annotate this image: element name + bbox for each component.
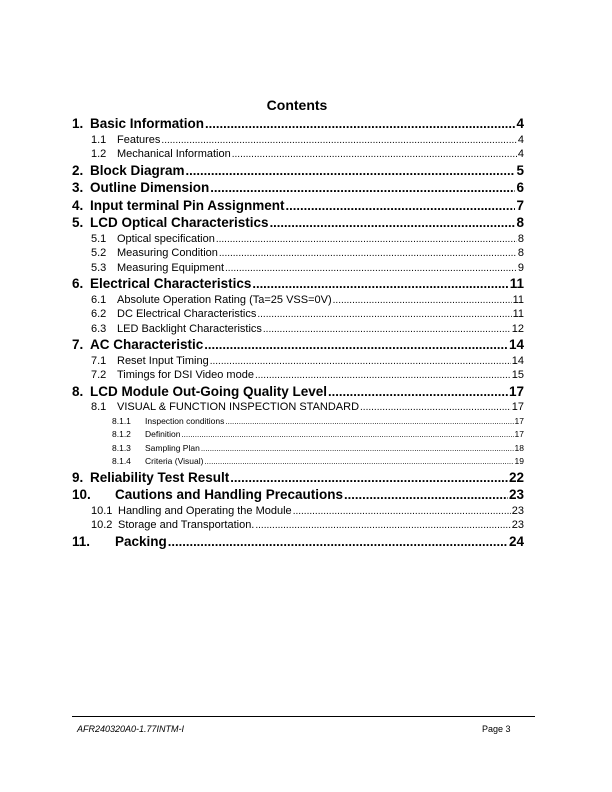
- toc-entry-number: 1.2: [91, 148, 107, 160]
- dot-leader: [186, 163, 516, 178]
- toc-entry-number: 5.: [72, 215, 84, 230]
- toc-entry-page: 18: [514, 442, 524, 453]
- toc-entry-number: 8.1.4: [112, 456, 131, 466]
- toc-entry-number: 8.: [72, 383, 84, 399]
- toc-entry-page: 4: [517, 133, 524, 146]
- toc-entry-label: Input terminal Pin Assignment: [90, 197, 285, 213]
- toc-entry[interactable]: [72, 505, 524, 520]
- toc-entry-page: 6: [516, 180, 524, 195]
- toc-entry-label: Definition: [145, 429, 181, 439]
- toc-entry[interactable]: [72, 294, 524, 309]
- dot-leader: [257, 308, 511, 320]
- toc-entry[interactable]: [72, 337, 524, 355]
- toc-entry-label: AC Characteristic: [90, 337, 204, 352]
- dot-leader: [255, 369, 511, 381]
- toc-entry-number: 8.1.3: [112, 442, 131, 453]
- toc-entry-number: 1.: [72, 116, 84, 131]
- toc-entry[interactable]: [72, 323, 524, 338]
- toc-entry-page: 17: [511, 401, 524, 413]
- dot-leader: [205, 116, 515, 131]
- dot-leader: [255, 519, 510, 531]
- dot-leader: [161, 134, 516, 146]
- dot-leader: [201, 443, 514, 453]
- toc-entry-page: 11: [512, 308, 524, 320]
- toc-entry-number: 7.1: [91, 354, 107, 367]
- toc-entry-page: 17: [514, 429, 524, 439]
- toc-entry-page: 7: [516, 197, 524, 213]
- dot-leader: [230, 470, 508, 485]
- toc-entry-page: 8: [517, 232, 524, 245]
- toc-entry-label: Timings for DSI Video mode: [117, 369, 254, 381]
- dot-leader: [225, 416, 513, 426]
- toc-entry-label: LCD Module Out-Going Quality Level: [90, 383, 328, 399]
- toc-entry[interactable]: [72, 233, 524, 248]
- toc-entry-label: Reliability Test Result: [90, 469, 230, 485]
- toc-entry[interactable]: [72, 384, 524, 402]
- toc-entry-label: Features: [117, 133, 161, 146]
- toc-entry-label: Optical specification: [117, 232, 215, 245]
- toc-entry-label: Outline Dimension: [90, 180, 210, 195]
- toc-entry-label: Mechanical Information: [117, 148, 231, 160]
- toc-entry-number: 2.: [72, 162, 84, 178]
- toc-entry-label: Inspection conditions: [145, 415, 225, 426]
- toc-entry-page: 11: [509, 276, 524, 291]
- toc-entry[interactable]: [72, 198, 524, 216]
- dot-leader: [216, 233, 517, 245]
- toc-entry-number: 7.2: [91, 369, 107, 381]
- dot-leader: [232, 148, 517, 160]
- toc-entry-page: 11: [512, 293, 524, 306]
- toc-entry-label: VISUAL & FUNCTION INSPECTION STANDARD: [117, 401, 360, 413]
- toc-entry-page: 23: [511, 504, 524, 517]
- toc-entry[interactable]: [72, 247, 524, 262]
- toc-entry-page: 14: [508, 337, 524, 352]
- toc-entry[interactable]: [72, 429, 524, 443]
- toc-entry-page: 8: [516, 215, 524, 230]
- toc-entry-label: Reset Input Timing: [117, 354, 209, 367]
- toc-entry-label: Handling and Operating the Module: [118, 504, 292, 517]
- toc-entry-page: 22: [508, 469, 524, 485]
- dot-leader: [204, 337, 508, 352]
- dot-leader: [293, 505, 511, 517]
- dot-leader: [252, 276, 508, 291]
- dot-leader: [210, 355, 511, 367]
- toc-entry-page: 4: [516, 116, 524, 131]
- toc-entry-label: Basic Information: [90, 116, 205, 131]
- toc-entry-page: 9: [517, 261, 524, 274]
- toc-entry-page: 24: [508, 533, 524, 549]
- footer-page-number: Page 3: [482, 724, 511, 734]
- toc-entry[interactable]: [72, 470, 524, 488]
- toc-entry-label: Measuring Equipment: [117, 261, 225, 274]
- toc-entry-label: Absolute Operation Rating (Ta=25 VSS=0V): [117, 293, 332, 306]
- toc-entry-number: 5.3: [91, 261, 107, 274]
- toc-entry-page: 8: [517, 247, 524, 259]
- dot-leader: [168, 534, 508, 549]
- footer-document-id: AFR240320A0-1.77INTM-I: [77, 724, 185, 734]
- dot-leader: [225, 262, 517, 274]
- toc-entry[interactable]: [72, 276, 524, 294]
- toc-entry-page: 12: [511, 322, 524, 335]
- toc-entry-number: 4.: [72, 197, 84, 213]
- toc-entry[interactable]: [72, 401, 524, 416]
- toc-entry-number: 8.1: [91, 401, 107, 413]
- toc-entry-label: Sampling Plan: [145, 442, 200, 453]
- toc-entry-number: 10.: [72, 487, 91, 502]
- table-of-contents: [72, 116, 524, 551]
- toc-entry-page: 23: [511, 519, 524, 531]
- toc-entry-number: 8.1.2: [112, 429, 131, 439]
- toc-entry[interactable]: [72, 148, 524, 163]
- toc-entry-number: 6.1: [91, 293, 107, 306]
- dot-leader: [219, 247, 517, 259]
- dot-leader: [333, 294, 512, 306]
- toc-entry-number: 7.: [72, 337, 84, 352]
- toc-entry[interactable]: [72, 116, 524, 134]
- toc-entry-label: LCD Optical Characteristics: [90, 215, 269, 230]
- toc-entry-label: Electrical Characteristics: [90, 276, 252, 291]
- toc-entry[interactable]: [72, 369, 524, 384]
- toc-entry-label: Storage and Transportation.: [118, 519, 255, 531]
- toc-entry-page: 4: [517, 148, 524, 160]
- toc-entry-number: 10.1: [91, 504, 113, 517]
- toc-entry[interactable]: [72, 308, 524, 323]
- dot-leader: [263, 323, 511, 335]
- toc-entry-page: 19: [514, 456, 524, 466]
- toc-entry-number: 8.1.1: [112, 415, 131, 426]
- toc-entry[interactable]: [72, 443, 524, 457]
- toc-entry[interactable]: [72, 134, 524, 149]
- toc-entry[interactable]: [72, 163, 524, 181]
- toc-entry-number: 9.: [72, 469, 84, 485]
- toc-entry-page: 23: [508, 487, 524, 502]
- toc-entry[interactable]: [72, 215, 524, 233]
- toc-title: Contents: [266, 97, 328, 113]
- toc-entry-page: 17: [508, 383, 524, 399]
- toc-entry-number: 1.1: [91, 133, 107, 146]
- toc-entry-label: Measuring Condition: [117, 247, 218, 259]
- toc-entry-number: 3.: [72, 180, 84, 195]
- toc-entry-label: Criteria (Visual): [145, 456, 204, 466]
- toc-entry[interactable]: [72, 262, 524, 277]
- toc-entry-page: 5: [516, 162, 524, 178]
- dot-leader: [270, 215, 516, 230]
- toc-entry-label: Cautions and Handling Precautions: [115, 487, 344, 502]
- toc-entry-page: 14: [511, 354, 524, 367]
- toc-entry[interactable]: [72, 456, 524, 470]
- toc-entry-page: 17: [514, 415, 524, 426]
- footer-divider: [72, 716, 535, 717]
- toc-entry-label: Packing: [115, 533, 167, 549]
- toc-entry-number: 6.: [72, 276, 84, 291]
- dot-leader: [286, 198, 516, 213]
- toc-entry[interactable]: [72, 519, 524, 534]
- toc-entry-number: 6.2: [91, 308, 107, 320]
- dot-leader: [328, 384, 508, 399]
- dot-leader: [344, 487, 508, 502]
- toc-entry-label: LED Backlight Characteristics: [117, 322, 262, 335]
- toc-entry[interactable]: [72, 416, 524, 430]
- toc-entry-number: 6.3: [91, 322, 107, 335]
- dot-leader: [210, 180, 515, 195]
- toc-entry[interactable]: [72, 355, 524, 370]
- toc-entry-number: 5.2: [91, 247, 107, 259]
- toc-entry-page: 15: [511, 369, 524, 381]
- toc-entry[interactable]: [72, 534, 524, 552]
- toc-entry[interactable]: [72, 487, 524, 505]
- toc-entry-label: Block Diagram: [90, 162, 185, 178]
- dot-leader: [181, 429, 513, 439]
- dot-leader: [360, 401, 511, 413]
- toc-entry-number: 5.1: [91, 232, 107, 245]
- toc-entry[interactable]: [72, 180, 524, 198]
- dot-leader: [204, 456, 513, 466]
- toc-entry-label: DC Electrical Characteristics: [117, 308, 257, 320]
- toc-entry-number: 10.2: [91, 519, 113, 531]
- toc-entry-number: 11.: [72, 533, 91, 549]
